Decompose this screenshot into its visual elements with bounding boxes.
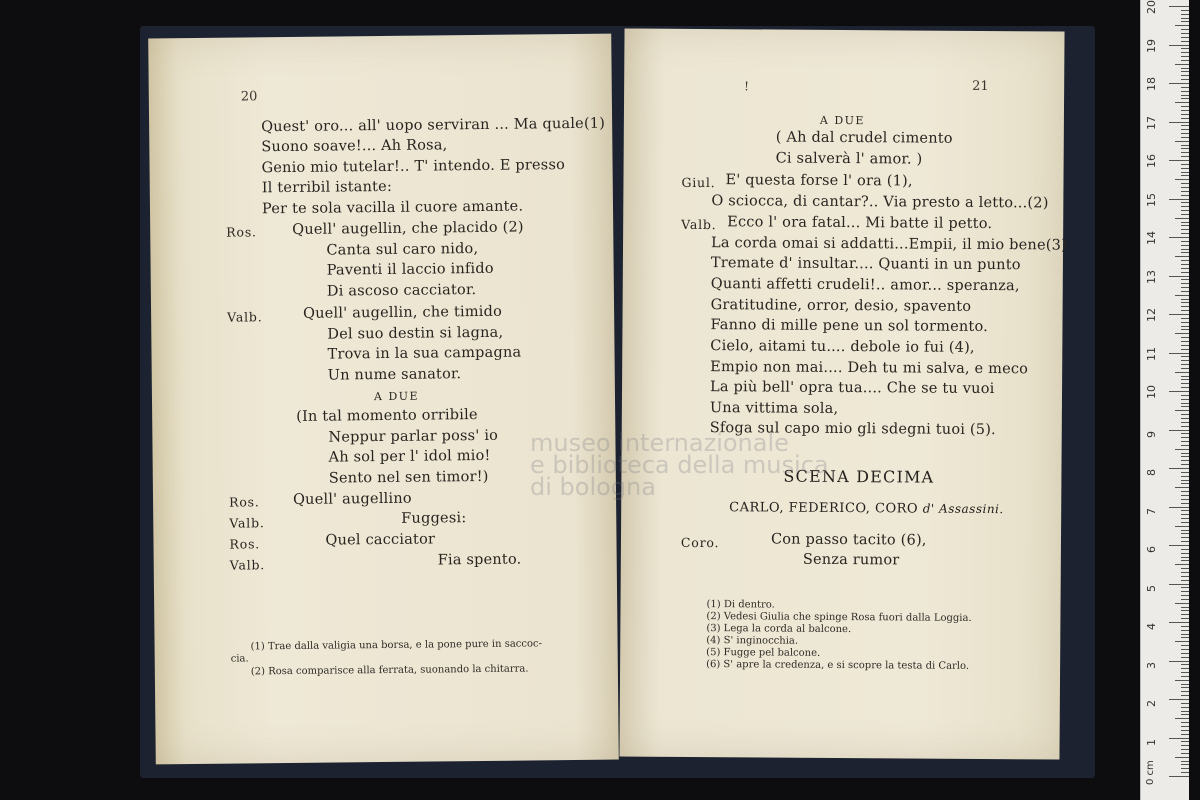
ruler-tick [1181,133,1189,134]
ruler-tick [1181,599,1189,600]
right-page [619,28,1067,759]
footnote: (4) S' inginocchia. [706,635,799,647]
verse-line: Quell' augellin, che placido (2) [292,219,524,238]
ruler-tick [1175,680,1189,681]
ruler-tick [1181,711,1189,712]
left-page-number: 20 [240,89,258,105]
ruler-tick [1181,607,1189,608]
footnote: (2) Rosa comparisce alla ferrata, suonando la chitarra. [250,663,529,678]
ruler-tick [1181,37,1189,38]
ruler-tick [1181,514,1189,515]
ruler-tick [1181,433,1189,434]
ruler-number: 14 [1145,231,1158,245]
ruler-tick [1181,572,1189,573]
verse-line: Trova in la sua campagna [327,344,522,363]
ruler-tick [1181,95,1189,96]
ruler-tick [1169,545,1189,546]
ruler-tick [1181,210,1189,211]
ruler-tick [1181,164,1189,165]
ruler-tick [1181,707,1189,708]
ruler-tick [1181,98,1189,99]
verse-line: Del suo destin si lagna, [327,324,504,343]
ruler-tick [1175,295,1189,296]
a-due-heading: A DUE [819,113,866,128]
footnote: (1) Di dentro. [706,599,775,611]
ruler-tick [1181,587,1189,588]
ruler-tick [1175,218,1189,219]
speaker-label: Valb. [229,515,265,531]
verse-line: Genio mio tutelar!.. T' intendo. E presso [261,157,566,177]
ruler-tick [1181,379,1189,380]
ruler-tick [1181,291,1189,292]
a-due-heading: A DUE [373,389,420,404]
verse-line: Ecco l' ora fatal... Mi batte il petto. [727,214,993,233]
ruler-tick [1181,183,1189,184]
verse-line: Il terribil istante: [261,178,393,197]
ruler-tick [1181,741,1189,742]
ruler-tick [1181,279,1189,280]
verse-line: E' questa forse l' ora (1), [725,172,913,190]
footnote: (3) Lega la corda al balcone. [706,623,852,636]
ruler-tick [1181,645,1189,646]
ruler-tick [1181,283,1189,284]
ruler-tick [1181,541,1189,542]
ruler-tick [1181,630,1189,631]
ruler-tick [1181,753,1189,754]
ruler-tick [1181,152,1189,153]
verse-line: La corda omai si addatti...Empii, il mio bene(3) [710,235,1067,254]
ruler-number: 9 [1145,430,1158,438]
ruler-tick [1181,591,1189,592]
ruler-tick [1181,618,1189,619]
ruler-tick [1181,387,1189,388]
scene-cast [729,500,1004,517]
ruler-tick [1181,106,1189,107]
ruler-tick [1181,322,1189,323]
ruler-tick [1175,179,1189,180]
footnote: (2) Vedesi Giulia che spinge Rosa fuori dalla Loggia. [706,611,972,624]
ruler-tick [1181,518,1189,519]
ruler-tick [1181,349,1189,350]
ruler-tick [1181,403,1189,404]
ruler-tick [1181,87,1189,88]
ruler-tick [1181,445,1189,446]
ruler-tick [1181,302,1189,303]
ruler-tick [1181,75,1189,76]
ruler-tick [1181,306,1189,307]
ruler-tick [1175,603,1189,604]
ruler-tick [1181,326,1189,327]
ruler-tick [1181,422,1189,423]
ruler-tick [1181,687,1189,688]
ruler-number: 2 [1145,700,1158,707]
ruler-tick [1181,252,1189,253]
ruler-tick [1181,761,1189,762]
ruler-tick [1175,526,1189,527]
scene-cast-names: CARLO, FEDERICO, CORO [729,500,919,517]
verse-line: O sciocca, di cantar?.. Via presto a letto...(2) [711,193,1049,212]
ruler-tick [1181,395,1189,396]
verse-line: Quell' augellin, che timido [303,303,503,322]
ruler-tick [1181,148,1189,149]
ruler-tick [1181,118,1189,119]
ruler-tick [1181,10,1189,11]
speaker-label: Ros. [229,536,261,552]
ruler-number: 18 [1145,77,1158,91]
verse-line: Paventi il laccio infido [326,260,494,279]
ruler-tick [1181,610,1189,611]
ruler-number: 11 [1145,346,1158,361]
ruler-tick [1181,456,1189,457]
ruler-tick [1181,460,1189,461]
ruler-tick [1181,79,1189,80]
ruler-number: 15 [1145,192,1158,207]
verse-line: (In tal momento orribile [296,407,478,425]
ruler-tick [1169,199,1189,200]
verse-line: Senza rumor [802,551,900,569]
ruler-tick [1181,310,1189,311]
ruler-tick [1181,722,1189,723]
speaker-label: Giul. [681,174,716,191]
ruler-tick [1181,464,1189,465]
ruler-tick [1181,268,1189,269]
ruler-tick [1181,614,1189,615]
verse-line: Quel cacciator [325,531,436,549]
ruler-tick [1181,634,1189,635]
watermark-line: di bologna [530,473,656,501]
ruler-tick [1181,206,1189,207]
ruler-tick [1181,730,1189,731]
speaker-label: Valb. [681,216,717,233]
ruler-tick [1181,368,1189,369]
ruler-tick [1181,549,1189,550]
ruler-tick [1181,202,1189,203]
ruler-tick [1169,584,1189,585]
ruler-tick [1181,491,1189,492]
ruler-tick [1181,537,1189,538]
ruler-tick [1181,337,1189,338]
ruler-tick [1181,745,1189,746]
ruler-number: 3 [1145,661,1158,669]
watermark-line: e biblioteca della musica [530,451,829,479]
speaker-label: Valb. [229,557,266,573]
speaker-label: Valb. [227,309,263,325]
ruler-tick [1175,449,1189,450]
ruler-tick [1169,122,1189,123]
ruler-tick [1181,264,1189,265]
ruler-tick [1181,68,1189,69]
ruler-tick [1181,426,1189,427]
ruler-tick [1175,487,1189,488]
ruler-tick [1169,391,1189,392]
ruler-tick [1181,399,1189,400]
footnote: (5) Fugge pel balcone. [706,647,821,659]
ruler-tick [1175,718,1189,719]
left-page [148,34,619,765]
ruler-tick [1181,553,1189,554]
ruler-number: 12 [1145,308,1158,322]
ruler-tick [1169,699,1189,700]
ruler-tick [1181,522,1189,523]
ruler-tick [1181,499,1189,500]
speaker-label: Ros. [226,224,257,240]
ruler-number: 1 [1145,738,1158,746]
ruler-tick [1175,256,1189,257]
ruler-tick [1181,110,1189,111]
ruler-tick [1181,695,1189,696]
ruler-tick [1181,233,1189,234]
museum-watermark [530,429,829,501]
verse-line: Fia spento. [437,551,522,569]
ruler-number: 4 [1145,623,1158,630]
ruler-tick [1181,418,1189,419]
ruler-tick [1181,480,1189,481]
ruler-tick [1181,472,1189,473]
right-page-number: 21 [972,78,989,95]
ruler-tick [1181,191,1189,192]
ruler-number: 17 [1145,115,1158,130]
ruler-tick [1181,195,1189,196]
ruler-tick [1181,299,1189,300]
footnote: (6) S' apre la credenza, e si scopre la testa di Carlo. [706,659,970,672]
verse-line: La più bell' opra tua.... Che se tu vuoi [709,379,995,398]
ruler-tick [1181,245,1189,246]
ruler-tick [1169,468,1189,469]
ruler-tick [1175,564,1189,565]
ruler-tick [1175,372,1189,373]
verse-line: Quanti affetti crudeli!.. amor... speranza, [710,276,1020,295]
ruler-number: 7 [1145,507,1158,515]
ruler-tick [1169,314,1189,315]
ruler-number: 19 [1145,38,1158,53]
ruler-tick [1169,661,1189,662]
ruler-tick [1181,318,1189,319]
ruler-tick [1181,764,1189,765]
ruler-tick [1181,580,1189,581]
ruler-tick [1175,641,1189,642]
ruler-tick [1169,160,1189,161]
ruler-tick [1181,172,1189,173]
ruler-tick [1175,25,1189,26]
ruler-tick [1181,222,1189,223]
scene-title: SCENA DECIMA [783,466,935,487]
ruler-tick [1169,6,1189,7]
verse-line: Neppur parlar poss' io [328,427,499,446]
ruler-tick [1181,684,1189,685]
ruler-tick [1181,356,1189,357]
ruler-tick [1181,52,1189,53]
ruler-tick [1181,495,1189,496]
verse-line: Quell' augellino [292,490,412,508]
watermark-line: museo internazionale [530,429,789,457]
ruler-tick [1181,576,1189,577]
footnote: cia. [230,653,249,665]
ruler-tick [1169,237,1189,238]
ruler-number: 8 [1145,469,1158,476]
speaker-label: Coro. [680,534,720,551]
ruler-tick [1181,360,1189,361]
verse-line: Suono soave!... Ah Rosa, [261,137,448,156]
ruler-tick [1181,156,1189,157]
verse-line: Cielo, aitami tu.... debole io fui (4), [710,338,975,356]
verse-line: Quest' oro... all' uopo serviran ... Ma quale(1) [261,115,606,136]
ruler-tick [1169,45,1189,46]
ruler-tick [1181,137,1189,138]
ruler-tick [1181,71,1189,72]
verse-line: Tremate d' insultar.... Quanti in un punto [710,255,1021,274]
ruler-tick [1181,41,1189,42]
ruler-tick [1181,175,1189,176]
ruler-tick [1181,560,1189,561]
speaker-label: Ros. [228,494,260,510]
ruler-tick [1181,503,1189,504]
ruler-tick [1181,21,1189,22]
ruler-tick [1181,14,1189,15]
scene-cast-suffix: d' Assassini. [922,501,1004,517]
ruler-tick [1181,734,1189,735]
ruler-tick [1181,510,1189,511]
ruler-unit: 0 cm [1145,760,1156,785]
ruler-tick [1181,441,1189,442]
ruler-tick [1181,664,1189,665]
verse-line: Ci salverà l' amor. ) [775,150,923,168]
ruler-tick [1169,507,1189,508]
ruler-tick [1175,333,1189,334]
ruler-tick [1181,772,1189,773]
ruler-tick [1181,657,1189,658]
ruler-tick [1169,738,1189,739]
ruler-tick [1181,483,1189,484]
ruler-tick [1181,60,1189,61]
ruler-tick [1169,276,1189,277]
ruler-tick [1181,18,1189,19]
ruler-tick [1181,568,1189,569]
ruler-tick [1181,649,1189,650]
verse-line: Empio non mai.... Deh tu mi salva, e meco [710,359,1029,378]
ruler-tick [1175,757,1189,758]
verse-line: Una vittima sola, [709,400,839,417]
ruler-tick [1181,595,1189,596]
verse-line: Fanno di mille pene un sol tormento. [710,317,989,336]
ruler-tick [1181,383,1189,384]
ruler-tick [1169,353,1189,354]
ruler-tick [1181,476,1189,477]
ruler-tick [1181,48,1189,49]
ruler-tick [1169,430,1189,431]
ruler-tick [1181,703,1189,704]
ruler-tick [1181,214,1189,215]
ruler-tick [1181,653,1189,654]
ruler-tick [1181,626,1189,627]
verse-line: Con passo tacito (6), [770,531,927,549]
ruler-tick [1181,668,1189,669]
verse-line: Canta sul caro nido, [326,240,479,259]
verse-line: Sfoga sul capo mio gli sdegni tuoi (5). [709,420,996,439]
ruler-tick [1175,102,1189,103]
ruler-number: 6 [1145,546,1158,553]
verse-line: Per te sola vacilla il cuore amante. [261,198,524,218]
ruler-tick [1181,229,1189,230]
verse-line: Ah sol per l' idol mio! [328,447,491,466]
ruler-tick [1181,129,1189,130]
ruler-tick [1181,249,1189,250]
ruler-tick [1181,345,1189,346]
ruler-tick [1175,141,1189,142]
verse-line: Di ascoso cacciator. [326,282,477,300]
ruler-tick [1181,768,1189,769]
ruler-tick [1169,776,1189,777]
ruler-tick [1169,83,1189,84]
ruler-tick [1181,145,1189,146]
footnote: (1) Trae dalla valigia una borsa, e la pone pure in saccoc- [250,638,543,653]
ruler-tick [1181,414,1189,415]
verse-line: ( Ah dal crudel cimento [775,129,953,147]
ruler-number: 5 [1145,584,1158,592]
ruler-tick [1181,168,1189,169]
ruler-tick [1181,406,1189,407]
ruler-tick [1181,287,1189,288]
ruler-tick [1181,29,1189,30]
ruler-tick [1181,691,1189,692]
ruler-tick [1169,622,1189,623]
ruler-tick [1181,376,1189,377]
measurement-ruler [1140,0,1189,800]
verse-line: Fuggesi: [401,510,467,527]
ruler-tick [1175,64,1189,65]
ruler-tick [1181,557,1189,558]
ruler-tick [1181,33,1189,34]
ruler-tick [1181,241,1189,242]
ruler-tick [1181,533,1189,534]
ruler-tick [1181,329,1189,330]
ruler-tick [1181,672,1189,673]
ruler-tick [1175,410,1189,411]
ruler-tick [1181,437,1189,438]
ruler-tick [1181,453,1189,454]
ruler-tick [1181,676,1189,677]
ruler-tick [1181,714,1189,715]
page-mark: ! [744,79,750,94]
ruler-tick [1181,726,1189,727]
ruler-tick [1181,225,1189,226]
verse-line: Un nume sanator. [327,366,462,384]
verse-line: Sento nel sen timor!) [328,468,489,487]
ruler-tick [1181,637,1189,638]
ruler-tick [1181,530,1189,531]
ruler-number: 10 [1145,385,1158,399]
ruler-tick [1181,125,1189,126]
verse-line: Gratitudine, orror, desio, spavento [710,297,972,315]
ruler-number: 13 [1145,269,1158,284]
ruler-tick [1181,364,1189,365]
ruler-tick [1181,91,1189,92]
ruler-tick [1181,114,1189,115]
ruler-number: 20 [1145,0,1158,14]
ruler-tick [1181,272,1189,273]
ruler-number: 16 [1145,154,1158,168]
ruler-tick [1181,260,1189,261]
ruler-tick [1181,56,1189,57]
ruler-tick [1181,187,1189,188]
ruler-tick [1181,749,1189,750]
ruler-tick [1181,341,1189,342]
